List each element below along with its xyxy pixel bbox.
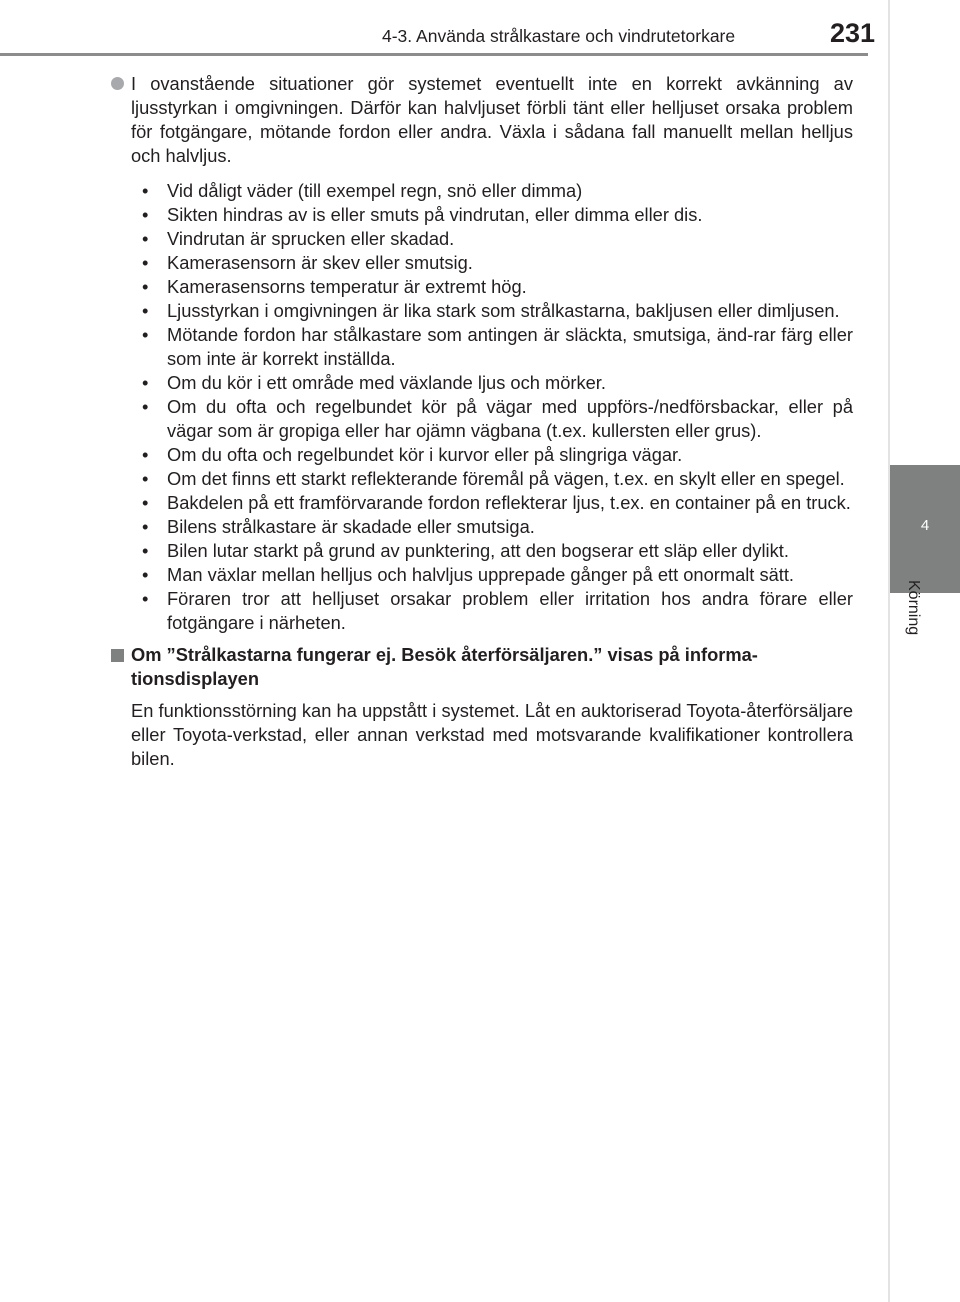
bullet-icon: • <box>142 204 149 225</box>
list-item-text: Om det finns ett starkt reflekterande föremål på vägen, t.ex. en skylt eller en spegel. <box>167 468 845 489</box>
list-item-text: Mötande fordon har stålkastare som antingen är släckta, smutsiga, änd-rar färg eller som inte är korrekt inställda. <box>167 324 853 369</box>
section-heading: Om ”Strålkastarna fungerar ej. Besök återförsäljaren.” visas på informa-tionsdisplayen <box>131 644 758 689</box>
list-item <box>131 395 853 443</box>
list-item-text: Bilens strålkastare är skadade eller smutsiga. <box>167 516 535 537</box>
lead-paragraph-block <box>107 72 853 168</box>
list-item <box>131 515 853 539</box>
list-item <box>131 467 853 491</box>
list-item-text: Bilen lutar starkt på grund av punktering, att den bogserar ett släp eller dylikt. <box>167 540 789 561</box>
list-item-text: Kamerasensorns temperatur är extremt hög. <box>167 276 527 297</box>
chapter-number: 4 <box>920 517 930 534</box>
list-item-text: Om du kör i ett område med växlande ljus och mörker. <box>167 372 606 393</box>
list-item-text: Om du ofta och regelbundet kör i kurvor eller på slingriga vägar. <box>167 444 683 465</box>
side-tab-lower <box>890 593 960 1302</box>
list-item <box>131 539 853 563</box>
list-item-text: Vindrutan är sprucken eller skadad. <box>167 228 455 249</box>
list-item-text: Vid dåligt väder (till exempel regn, snö eller dimma) <box>167 180 583 201</box>
list-item-text: Bakdelen på ett framförvarande fordon reflekterar ljus, t.ex. en container på en truck. <box>167 492 851 513</box>
list-item-text: Man växlar mellan helljus och halvljus upprepade gånger på ett onormalt sätt. <box>167 564 794 585</box>
bullet-icon: • <box>142 372 149 393</box>
list-item <box>131 563 853 587</box>
list-item <box>131 443 853 467</box>
section-heading-block <box>107 643 853 691</box>
list-item <box>131 203 853 227</box>
list-item-text: Om du ofta och regelbundet kör på vägar med uppförs-/nedförsbackar, eller på vägar som är gropiga eller har ojämn vägbana (t.ex. kullersten eller grus). <box>167 396 853 441</box>
bullet-icon: • <box>142 396 149 417</box>
page-number: 231 <box>830 18 876 48</box>
bullet-icon: • <box>142 540 149 561</box>
list-item-text: Föraren tror att helljuset orsakar problem eller irritation hos andra förare eller fotgängare i närheten. <box>167 588 853 633</box>
lead-paragraph: I ovanstående situationer gör systemet eventuellt inte en korrekt avkänning av ljusstyrkan i omgivningen. Därför kan halvljuset förbli tänt eller helljuset orsaka problem för fotgängare, mötande fordon eller andra. Växla i sådana fall manuellt mellan helljus och halvljus. <box>131 73 853 166</box>
list-item <box>131 323 853 371</box>
bullet-icon: • <box>142 588 149 609</box>
bullet-icon: • <box>142 444 149 465</box>
bullet-icon: • <box>142 180 149 201</box>
square-bullet-icon <box>111 649 124 662</box>
list-item <box>131 587 853 635</box>
list-item <box>131 371 853 395</box>
bullet-icon: • <box>142 516 149 537</box>
list-item-text: Ljusstyrkan i omgivningen är lika stark som strålkastarna, bakljusen eller dimljusen. <box>167 300 840 321</box>
list-item <box>131 275 853 299</box>
chapter-title: Körning <box>905 580 922 636</box>
bullet-icon: • <box>142 492 149 513</box>
header-rule <box>0 53 868 56</box>
condition-list <box>107 179 853 635</box>
bullet-icon: • <box>142 276 149 297</box>
list-item-text: Sikten hindras av is eller smuts på vindrutan, eller dimma eller dis. <box>167 204 703 225</box>
bullet-icon: • <box>142 564 149 585</box>
list-item <box>131 179 853 203</box>
list-item <box>131 491 853 515</box>
section-title: 4-3. Använda strålkastare och vindrutetorkare <box>382 26 736 46</box>
bullet-icon: • <box>142 324 149 345</box>
bullet-icon: • <box>142 228 149 249</box>
bullet-icon: • <box>142 468 149 489</box>
list-item <box>131 299 853 323</box>
circle-bullet-icon <box>111 77 124 90</box>
section-body: En funktionsstörning kan ha uppstått i systemet. Låt en auktoriserad Toyota-återförsäljare eller Toyota-verkstad, eller annan verkstad med motsvarande kvalifikationer kontrollera bilen. <box>131 700 853 769</box>
main-content <box>107 72 853 771</box>
list-item-text: Kamerasensorn är skev eller smutsig. <box>167 252 473 273</box>
list-item <box>131 251 853 275</box>
bullet-icon: • <box>142 300 149 321</box>
list-item <box>131 227 853 251</box>
bullet-icon: • <box>142 252 149 273</box>
side-tab-upper <box>890 0 960 465</box>
